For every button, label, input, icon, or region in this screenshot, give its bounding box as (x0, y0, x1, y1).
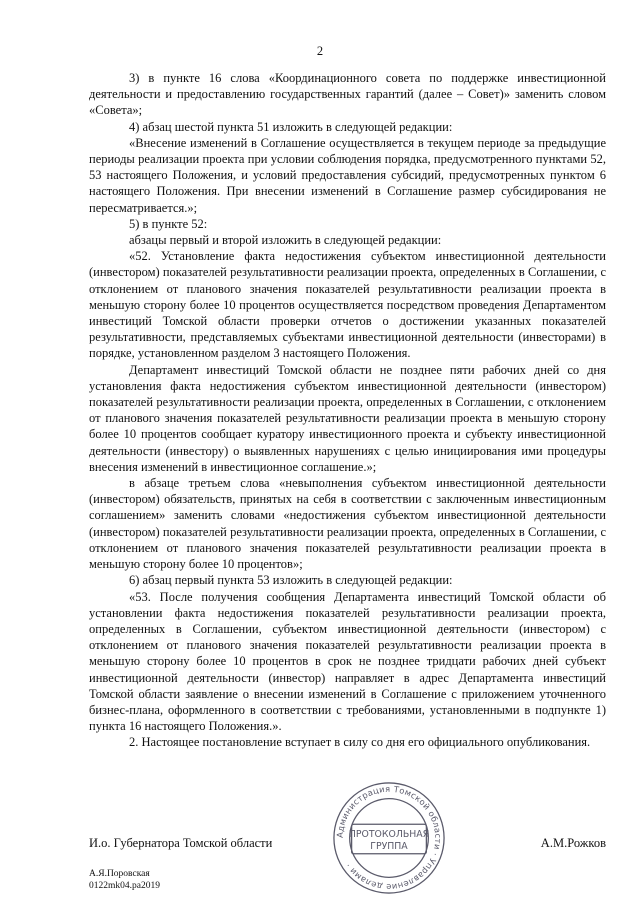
paragraph: абзацы первый и второй изложить в следующей редакции: (129, 233, 442, 248)
stamp-ring-text: Администрация Томской области · Управление делами · (334, 783, 444, 893)
paragraph: Департамент инвестиций Томской области не позднее пяти рабочих дней со дня установления факта недостижения субъектом инвестиционной деятельности (инвестором) показателей результативности реализации проекта, определенных в Соглашении, с отклонением от планового значения показателей результативности реализации проекта в меньшую сторону более 10 процентов сообщает куратору инвестиционного проекта и субъекту инвестиционной деятельности (инвестору) о выявленных нарушениях с целью инициирования ими процедуры внесения изменений в инвестиционное соглашение.»; (89, 362, 606, 474)
stamp-seal (330, 779, 448, 897)
paragraph: «53. После получения сообщения Департамента инвестиций Томской области об установлении факта недостижения показателей результативности реализации проекта, определенных в Соглашении, субъектом инвестиционной деятельности (инвестором) с отклонением от планового значения показателей результативности реализации проекта в меньшую сторону более 10 процентов в срок не позднее тридцати рабочих дней субъект инвестиционной деятельности (инвестор) направляет в адрес Департамента инвестиций Томской области заявление о внесении изменений в Соглашение с приложением уточненного бизнес-плана, оформленного в соответствии с требованиями, установленными в подпункте 1) пункта 16 настоящего Положения.». (89, 589, 606, 734)
paragraph: в абзаце третьем слова «невыполнения субъектом инвестиционной деятельности (инвестором) обязательств, принятых на себя в соответствии с заключенным инвестиционным соглашением» заменить словами «недостижения субъектом инвестиционной деятельности (инвестором) показателей результативности реализации проекта, определенных в Соглашении, с отклонением от планового значения показателей результативности реализации проекта в меньшую сторону более 10 процентов»; (89, 476, 606, 572)
paragraph: 6) абзац первый пункта 53 изложить в следующей редакции: (129, 573, 453, 588)
paragraph: 4) абзац шестой пункта 51 изложить в следующей редакции: (129, 119, 453, 134)
executor-block (89, 868, 160, 892)
stamp-center-line1: ПРОТОКОЛЬНАЯ (348, 829, 430, 841)
stamp-center-line2: ГРУППА (370, 840, 408, 852)
document-body (89, 70, 606, 751)
paragraph: 3) в пункте 16 слова «Координационного совета по поддержке инвестиционной деятельности и предоставлению государственных гарантий (далее – Совет)» заменить словом «Совета»; (89, 71, 606, 118)
signatory-name: А.М.Рожков (540, 836, 606, 850)
document-code: 0122mk04.pa2019 (89, 881, 160, 891)
signatory-position: И.о. Губернатора Томской области (89, 836, 273, 850)
paragraph: 5) в пункте 52: (129, 216, 208, 231)
paragraph: 2. Настоящее постановление вступает в силу со дня его официального опубликования. (129, 735, 591, 750)
page-number: 2 (316, 44, 324, 58)
executor-name: А.Я.Поровская (89, 869, 150, 879)
paragraph: «Внесение изменений в Соглашение осуществляется в текущем периоде за предыдущие периоды реализации проекта при условии соблюдения порядка, предусмотренного пунктами 52, 53 настоящего Положения, и условий предоставления субсидий, предусмотренных пунктом 6 настоящего Положения. При внесении изменений в Соглашение размер субсидирования не пересматривается.»; (89, 135, 606, 215)
paragraph: «52. Установление факта недостижения субъектом инвестиционной деятельности (инвестором) показателей результативности реализации проекта, определенных в Соглашении, с отклонением от планового значения показателей результативности реализации проекта в меньшую сторону более 10 процентов осуществляется посредством проведения Департаментом инвестиций Томской области проверки отчетов о достижении указанных показателей результативности, представляемых субъектами инвестиционной деятельности (инвесторами) в порядке, установленном разделом 3 настоящего Положения. (89, 249, 606, 361)
